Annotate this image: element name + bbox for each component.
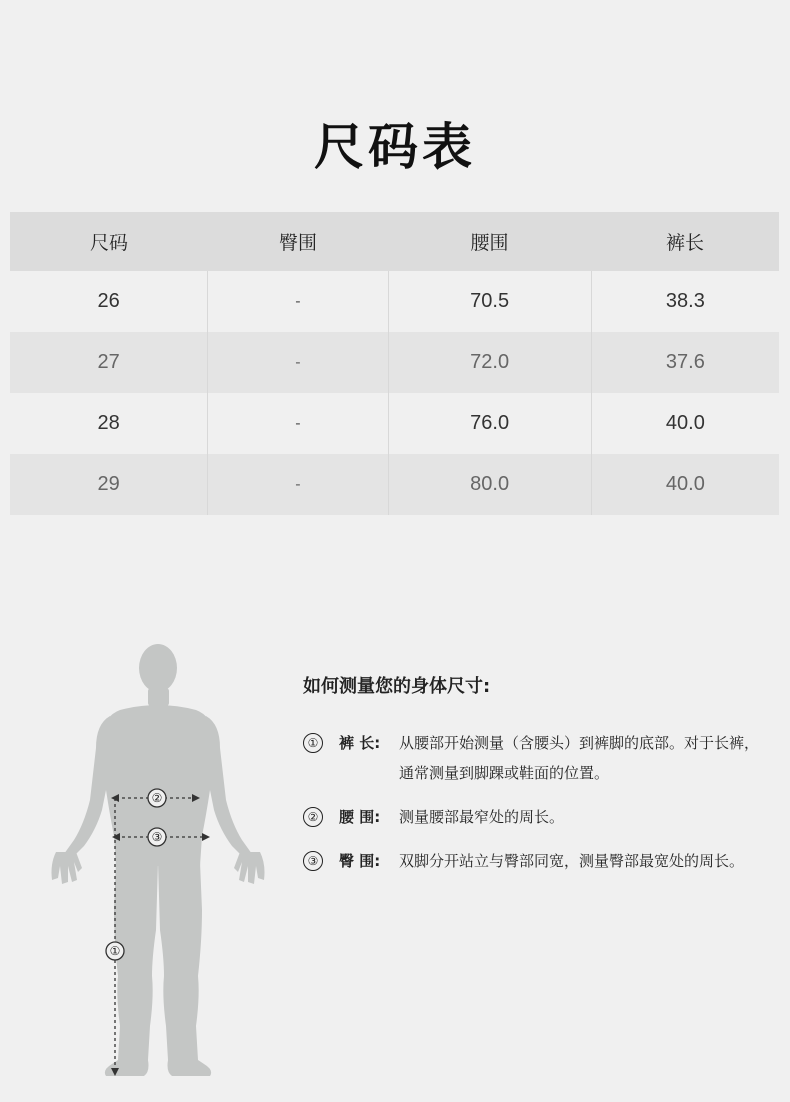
cell-length: 37.6 [665,351,705,373]
table-row [10,271,779,332]
header-hip: 臀围 [278,233,317,254]
item-description: 双脚分开站立与臀部同宽，测量臀部最宽处的周长。 [399,852,745,870]
table-row [10,454,779,515]
cell-size: 26 [10,271,208,332]
marker-waist: ② [151,791,163,805]
cell-length: 40.0 [665,473,705,495]
cell-size: 27 [10,332,208,393]
cell-waist: 80.0 [389,454,592,515]
cell-waist: 76.0 [389,393,592,454]
item-label: 裤 长: [339,734,381,752]
table-row [10,332,779,393]
header-length: 裤长 [665,233,704,254]
guide-title: 如何测量您的身体尺寸: [303,676,491,697]
cell-hip: - [208,332,388,393]
cell-hip: - [208,393,388,454]
cell-waist: 72.0 [389,332,592,393]
header-waist: 腰围 [470,233,509,254]
item-description: 测量腰部最窄处的周长。 [399,808,565,826]
cell-size: 28 [10,393,208,454]
header-size: 尺码 [89,233,128,254]
cell-waist: 70.5 [389,271,592,332]
cell-length: 38.3 [665,290,705,312]
number-one-icon: ① [303,733,323,753]
human-silhouette-icon [40,640,280,1085]
cell-hip: - [208,271,388,332]
cell-size: 29 [10,454,208,515]
marker-length: ① [109,944,121,958]
guide-item-length [303,728,773,788]
item-description: 从腰部开始测量（含腰头）到裤脚的底部。对于长裤，通常测量到脚踝或鞋面的位置。 [399,734,760,782]
item-label: 臀 围: [339,852,381,870]
number-three-icon: ③ [303,851,323,871]
body-figure [40,640,280,1085]
table-row [10,393,779,454]
guide-item-hip [303,846,773,876]
page-title: 尺码表 [314,118,476,176]
table-header [10,212,779,271]
cell-hip: - [208,454,388,515]
measurement-guide [303,672,773,890]
size-table [10,212,779,515]
marker-hip: ③ [151,830,163,844]
number-two-icon: ② [303,807,323,827]
cell-length: 40.0 [665,412,705,434]
item-label: 腰 围: [339,808,381,826]
guide-item-waist [303,802,773,832]
